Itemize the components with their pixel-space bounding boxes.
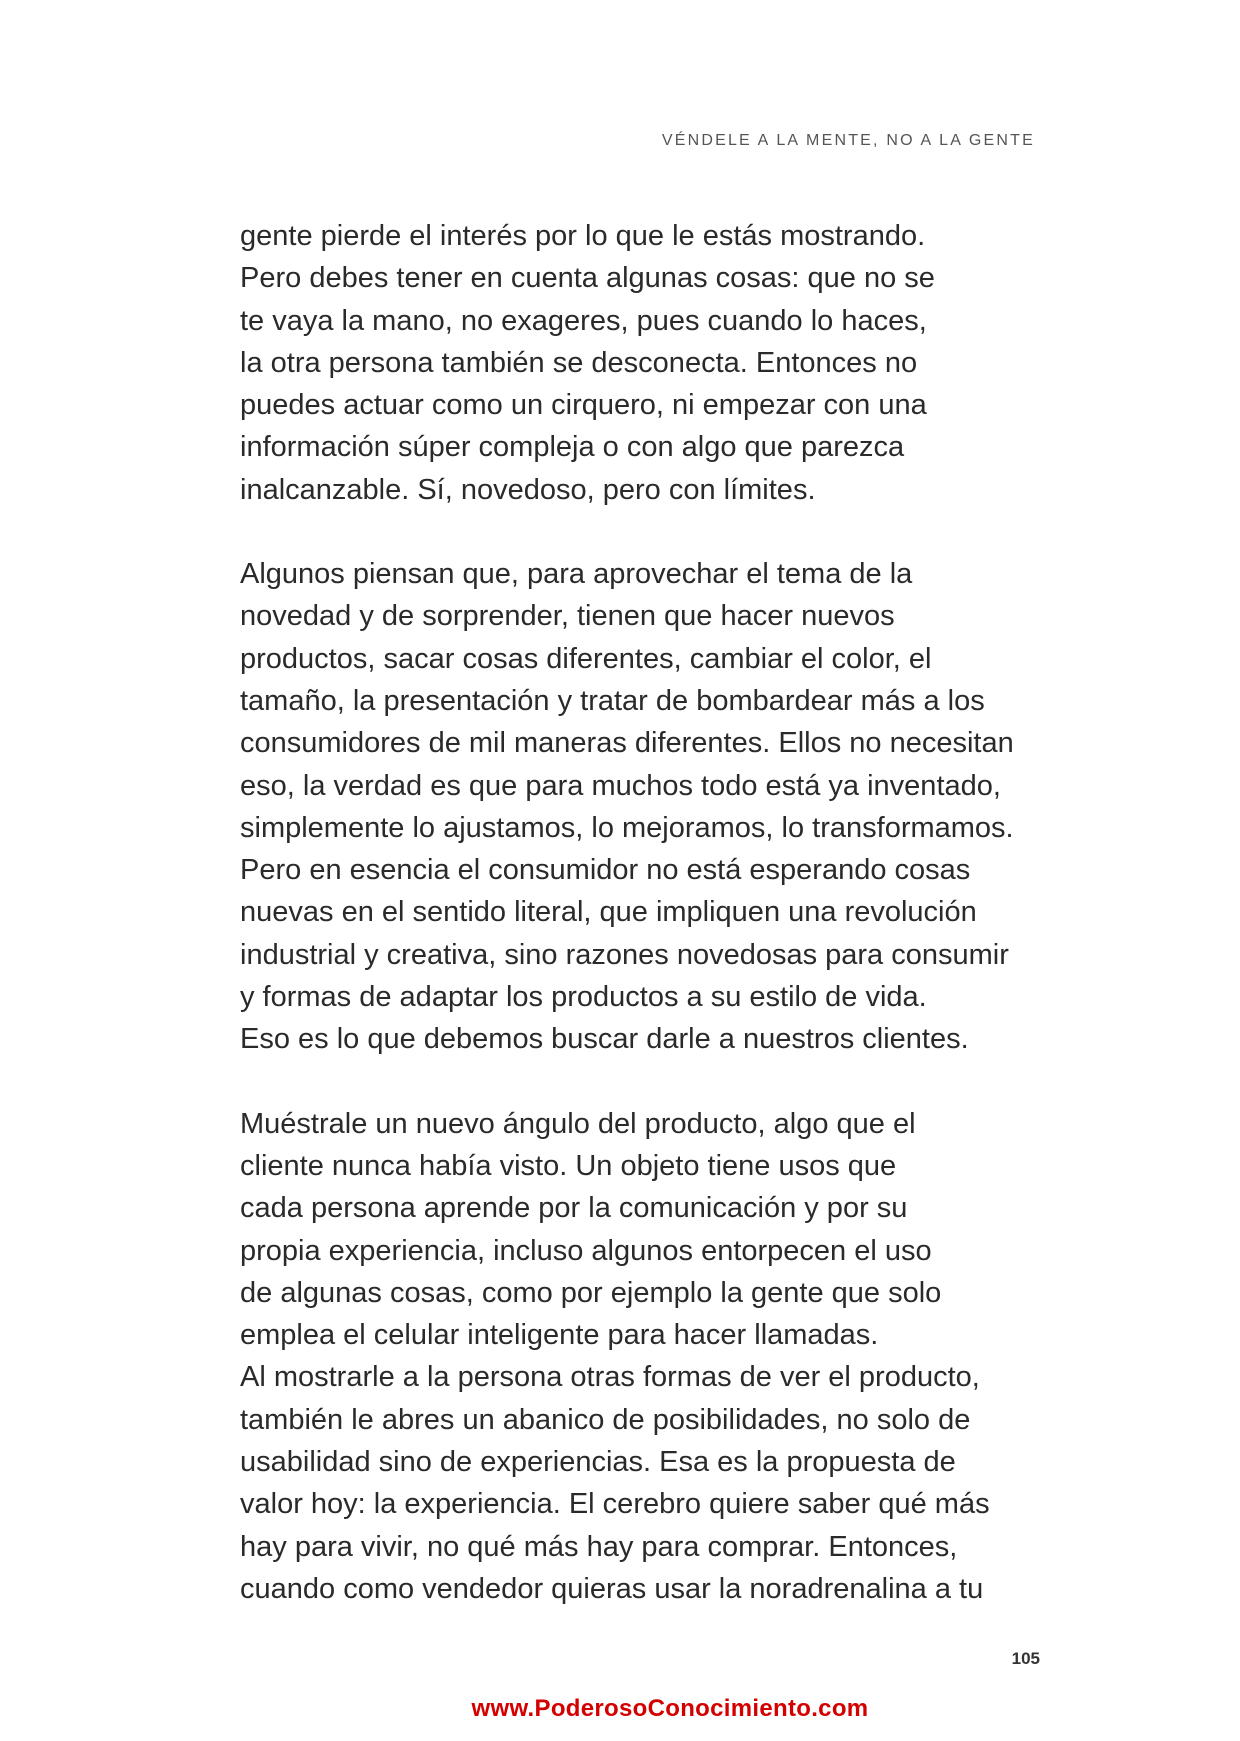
text-line: Pero debes tener en cuenta algunas cosas: que no se [240, 262, 935, 295]
text-line: productos, sacar cosas diferentes, cambiar el color, el [240, 642, 932, 675]
text-line: usabilidad sino de experiencias. Esa es la propuesta de [240, 1446, 956, 1479]
paragraph-2 [240, 553, 1070, 1061]
text-line: inalcanzable. Sí, novedoso, pero con límites. [240, 473, 816, 506]
paragraph-spacer [240, 1061, 1070, 1103]
text-line: también le abres un abanico de posibilidades, no solo de [240, 1403, 971, 1436]
text-line: te vaya la mano, no exageres, pues cuando lo haces, [240, 304, 927, 337]
text-line: valor hoy: la experiencia. El cerebro quiere saber qué más [240, 1488, 990, 1521]
text-line: consumidores de mil maneras diferentes. Ellos no necesitan [240, 727, 1014, 760]
text-line: hay para vivir, no qué más hay para comprar. Entonces, [240, 1530, 958, 1563]
text-line: cliente nunca había visto. Un objeto tiene usos que [240, 1149, 897, 1182]
text-line: cada persona aprende por la comunicación y por su [240, 1192, 908, 1225]
text-line: de algunas cosas, como por ejemplo la gente que solo [240, 1276, 942, 1309]
body-text [240, 215, 1070, 1610]
text-line: novedad y de sorprender, tienen que hacer nuevos [240, 600, 895, 633]
text-line: Muéstrale un nuevo ángulo del producto, algo que el [240, 1107, 916, 1140]
text-line: emplea el celular inteligente para hacer llamadas. [240, 1319, 879, 1352]
paragraph-1 [240, 215, 1070, 511]
text-line: cuando como vendedor quieras usar la noradrenalina a tu [240, 1572, 984, 1605]
text-line: puedes actuar como un cirquero, ni empezar con una [240, 389, 927, 422]
text-line: gente pierde el interés por lo que le estás mostrando. [240, 220, 926, 252]
page-number: 105 [1011, 1649, 1040, 1668]
text-line: simplemente lo ajustamos, lo mejoramos, lo transformamos. [240, 811, 1014, 844]
text-line: eso, la verdad es que para muchos todo está ya inventado, [240, 769, 1001, 802]
text-line: y formas de adaptar los productos a su estilo de vida. [240, 981, 927, 1014]
text-line: nuevas en el sentido literal, que impliquen una revolución [240, 896, 977, 929]
running-header: VÉNDELE A LA MENTE, NO A LA GENTE [661, 132, 1035, 149]
text-line: industrial y creativa, sino razones novedosas para consumir [240, 938, 1009, 971]
text-line: tamaño, la presentación y tratar de bombardear más a los [240, 684, 985, 717]
text-line: Eso es lo que debemos buscar darle a nuestros clientes. [240, 1023, 969, 1056]
paragraph-spacer [240, 511, 1070, 553]
text-line: Al mostrarle a la persona otras formas de ver el producto, [240, 1361, 980, 1394]
text-line: Pero en esencia el consumidor no está esperando cosas [240, 854, 971, 887]
text-line: Algunos piensan que, para aprovechar el tema de la [240, 558, 913, 591]
paragraph-3 [240, 1103, 1070, 1611]
website-watermark: www.PoderosoConocimiento.com [471, 1695, 869, 1722]
text-line: la otra persona también se desconecta. Entonces no [240, 346, 918, 379]
text-line: información súper compleja o con algo que parezca [240, 431, 905, 464]
text-line: propia experiencia, incluso algunos entorpecen el uso [240, 1234, 932, 1267]
